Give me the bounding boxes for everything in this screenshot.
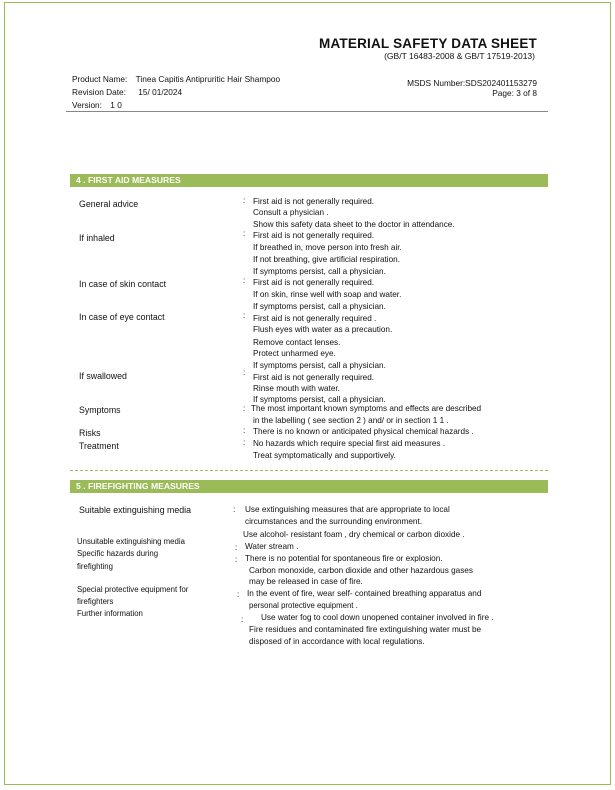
unsuitable-media-label: Unsuitable extinguishing media — [77, 537, 185, 546]
product-name-row — [72, 74, 280, 84]
msds-number-label: MSDS Number: — [407, 78, 466, 88]
inhaled-line: If symptoms persist, call a physician. — [253, 267, 386, 276]
colon: : — [243, 438, 246, 447]
msds-number-row — [407, 78, 537, 88]
revision-date-label: Revision Date: — [72, 87, 126, 97]
colon: : — [243, 276, 246, 285]
eye-contact-line: Protect unharmed eye. — [253, 349, 336, 358]
document-standard: (GB/T 16483-2008 & GB/T 17519-2013) — [384, 51, 535, 61]
colon: : — [243, 229, 246, 238]
further-information-line: disposed of in accordance with local regulations. — [249, 637, 425, 646]
protective-equipment-line: In the event of fire, wear self- contained breathing apparatus and — [247, 589, 482, 598]
colon: : — [241, 615, 244, 624]
symptoms-label: Symptoms — [79, 405, 121, 415]
symptoms-line: The most important known symptoms and effects are described — [251, 404, 482, 413]
colon: : — [243, 368, 246, 377]
colon: : — [237, 590, 240, 599]
skin-contact-label: In case of skin contact — [79, 279, 167, 289]
suitable-media-label: Suitable extinguishing media — [79, 505, 191, 515]
revision-date-row — [72, 87, 182, 97]
version-label: Version: — [72, 100, 102, 110]
specific-hazards-line: Carbon monoxide, carbon dioxide and other hazardous gases — [249, 566, 473, 575]
specific-hazards-label: Specific hazards during — [77, 549, 159, 558]
specific-hazards-label: firefighting — [77, 562, 113, 571]
swallowed-line: If symptoms persist, call a physician. — [253, 395, 386, 404]
unsuitable-media-text: Water stream . — [245, 542, 299, 551]
treatment-line: Treat symptomatically and supportively. — [253, 451, 396, 460]
skin-contact-line: First aid is not generally required. — [253, 278, 375, 287]
section-5-heading: 5 . FIREFIGHTING MEASURES — [70, 480, 548, 493]
treatment-label: Treatment — [79, 441, 119, 451]
version-row — [72, 100, 122, 110]
colon: : — [243, 426, 246, 435]
eye-contact-line: First aid is not generally required . — [253, 314, 377, 323]
suitable-media-line: Use alcohol- resistant foam , dry chemical or carbon dioxide . — [243, 530, 465, 539]
version-value: 1 0 — [110, 100, 122, 110]
symptoms-line: in the labelling ( see section 2 ) and/ or in section 1 1 . — [253, 416, 449, 425]
revision-date-value: 15/ 01/2024 — [138, 87, 183, 97]
colon: : — [243, 311, 246, 320]
if-inhaled-label: If inhaled — [79, 233, 115, 243]
protective-equipment-label: Special protective equipment for — [77, 585, 189, 594]
general-advice-line: Consult a physician . — [253, 208, 329, 217]
swallowed-line: First aid is not generally required. — [253, 373, 375, 382]
eye-contact-line: Flush eyes with water as a precaution. — [253, 325, 393, 334]
header-divider — [66, 111, 548, 112]
colon: : — [243, 196, 246, 205]
colon: : — [235, 543, 238, 552]
page-number: Page: 3 of 8 — [492, 88, 537, 98]
inhaled-line: First aid is not generally required. — [253, 231, 375, 240]
protective-equipment-line: personal protective equipment . — [249, 601, 358, 610]
document-title: MATERIAL SAFETY DATA SHEET — [319, 36, 537, 51]
specific-hazards-line: There is no potential for spontaneous fire or explosion. — [245, 554, 443, 563]
colon: : — [233, 505, 236, 514]
general-advice-label: General advice — [79, 199, 139, 209]
swallowed-line: Rinse mouth with water. — [253, 384, 340, 393]
general-advice-line: First aid is not generally required. — [253, 197, 375, 206]
eye-contact-line: If symptoms persist, call a physician. — [253, 361, 386, 370]
section-separator — [70, 470, 548, 471]
colon: : — [235, 555, 238, 564]
general-advice-line: Show this safety data sheet to the doctor in attendance. — [253, 220, 455, 229]
further-information-line: Use water fog to cool down unopened container involved in fire . — [261, 613, 494, 622]
msds-number-value: SDS202401153279 — [465, 78, 537, 88]
product-name-value: Tinea Capitis Antipruritic Hair Shampoo — [135, 74, 281, 84]
further-information-label: Further information — [77, 609, 143, 618]
product-name-label: Product Name: — [72, 74, 128, 84]
suitable-media-line: Use extinguishing measures that are appropriate to local — [245, 505, 450, 514]
inhaled-line: If breathed in, move person into fresh air. — [253, 243, 402, 252]
skin-contact-line: If on skin, rinse well with soap and water. — [253, 290, 402, 299]
risks-text: There is no known or anticipated physical chemical hazards . — [253, 427, 474, 436]
treatment-line: No hazards which require special first aid measures . — [253, 439, 446, 448]
colon: : — [243, 404, 246, 413]
further-information-line: Fire residues and contaminated fire extinguishing water must be — [249, 625, 482, 634]
protective-equipment-label: firefighters — [77, 597, 114, 606]
eye-contact-label: In case of eye contact — [79, 312, 165, 322]
eye-contact-line: Remove contact lenses. — [253, 338, 341, 347]
suitable-media-line: circumstances and the surrounding environment. — [245, 517, 423, 526]
skin-contact-line: If symptoms persist, call a physician. — [253, 302, 386, 311]
risks-label: Risks — [79, 428, 101, 438]
specific-hazards-line: may be released in case of fire. — [249, 577, 363, 586]
section-4-heading: 4 . FIRST AID MEASURES — [70, 174, 548, 187]
if-swallowed-label: If swallowed — [79, 371, 127, 381]
inhaled-line: If not breathing, give artificial respiration. — [253, 255, 400, 264]
